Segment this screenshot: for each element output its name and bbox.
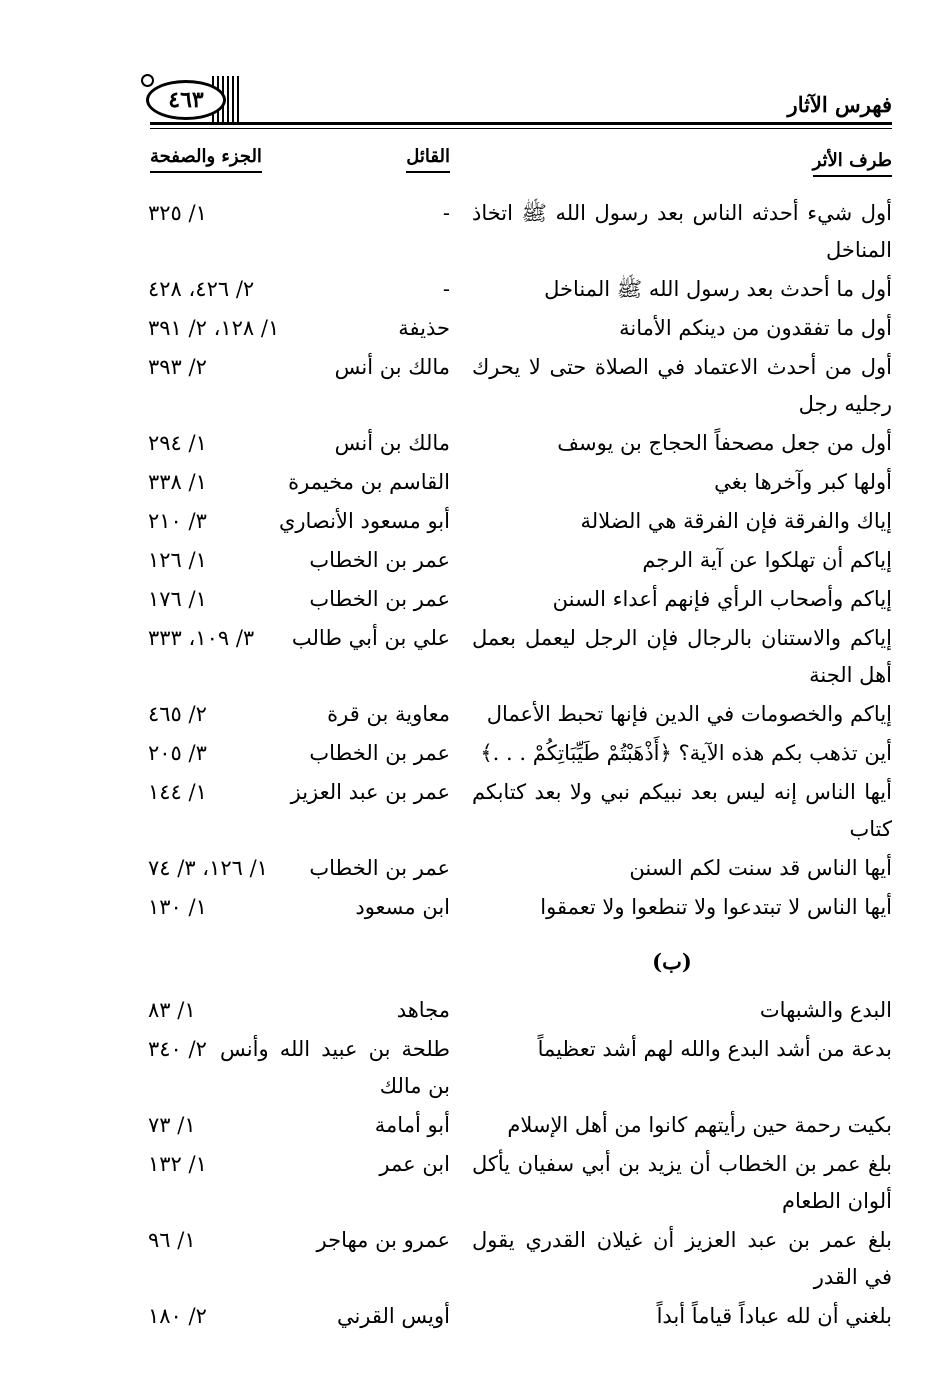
index-entry <box>0 1146 950 1222</box>
entry-sayer: مالك بن أنس <box>334 355 450 379</box>
entry-text: أيها الناس لا تبتدعوا ولا تنطعوا ولا تعمقوا <box>540 895 892 919</box>
entry-sayer: عمر بن الخطاب <box>309 741 450 765</box>
entry-sayer: حذيفة <box>398 316 450 340</box>
entry-reference: ١/ ٢٩٤ <box>148 431 207 455</box>
entry-sayer: أويس القرني <box>336 1304 450 1328</box>
index-entry <box>0 1298 950 1337</box>
entry-reference: ١/ ١٢٦، ٣/ ٧٤ <box>148 856 268 880</box>
header-rule <box>150 122 892 125</box>
index-entry <box>0 735 950 774</box>
index-entry <box>0 310 950 349</box>
entry-text: أين تذهب بكم هذه الآية؟ ﴿أَذْهَبْتُمْ طَيِّبَاتِكُمْ . . .﴾ <box>480 741 892 765</box>
entry-reference: ١/ ٧٣ <box>148 1113 196 1137</box>
entry-sayer: - <box>442 201 450 225</box>
entry-sayer: عمر بن الخطاب <box>309 548 450 572</box>
entry-sayer: مالك بن أنس <box>334 431 450 455</box>
entry-text: بلغ عمر بن عبد العزيز أن غيلان القدري يقول في القدر <box>472 1228 892 1289</box>
entry-sayer: عمر بن عبد العزيز <box>290 780 450 804</box>
entry-text: أول من أحدث الاعتماد في الصلاة حتى لا يحرك رجليه رجل <box>472 355 892 416</box>
page-number-badge <box>146 80 226 120</box>
entry-reference: ٣/ ٢١٠ <box>148 509 207 533</box>
running-header-title: فهرس الآثار <box>787 92 892 117</box>
entry-text: بدعة من أشد البدع والله لهم أشد تعظيماً <box>537 1037 892 1061</box>
header-rule-thin <box>150 128 892 129</box>
index-entry <box>0 696 950 735</box>
entry-sayer: - <box>442 277 450 301</box>
entry-text: أول ما تفقدون من دينكم الأمانة <box>619 316 892 340</box>
entry-reference: ١/ ٨٣ <box>148 998 196 1022</box>
entry-reference: ٢/ ٣٤٠ <box>148 1037 207 1061</box>
entry-reference: ٢/ ٣٩٣ <box>148 355 207 379</box>
entry-reference: ١/ ١٤٤ <box>148 780 207 804</box>
entry-sayer: مجاهد <box>396 998 450 1022</box>
header-ornament-dot <box>141 74 154 87</box>
index-entry <box>0 464 950 503</box>
entry-reference: ١/ ٣٣٨ <box>148 470 207 494</box>
index-entry <box>0 1031 950 1107</box>
column-heading-sayer: القائل <box>406 146 450 173</box>
index-entry <box>0 542 950 581</box>
index-entry <box>0 425 950 464</box>
entry-text: إياكم وأصحاب الرأي فإنهم أعداء السنن <box>552 587 892 611</box>
entry-reference: ١/ ٣٢٥ <box>148 201 207 225</box>
entry-text: أيها الناس قد سنت لكم السنن <box>629 856 892 880</box>
entry-text: بلغ عمر بن الخطاب أن يزيد بن أبي سفيان يأكل ألوان الطعام <box>472 1152 892 1213</box>
index-entry <box>0 349 950 425</box>
entry-sayer: القاسم بن مخيمرة <box>288 470 450 494</box>
entry-sayer: عمر بن الخطاب <box>309 587 450 611</box>
entry-sayer: علي بن أبي طالب <box>291 626 450 650</box>
entry-reference: ٣/ ١٠٩، ٣٣٣ <box>148 626 255 650</box>
section-heading-b: (ب) <box>652 949 692 974</box>
entry-reference: ١/ ١٢٦ <box>148 548 207 572</box>
entry-reference: ٣/ ٢٠٥ <box>148 741 207 765</box>
index-entry <box>0 992 950 1031</box>
page-number: ٤٦٣ <box>168 87 204 113</box>
index-entry <box>0 620 950 696</box>
entry-reference: ١/ ١٣٠ <box>148 895 207 919</box>
entry-sayer: عمر بن الخطاب <box>309 856 450 880</box>
entry-text: بلغني أن لله عباداً قياماً أبداً <box>656 1304 892 1328</box>
entry-text: أول شيء أحدثه الناس بعد رسول الله ﷺ اتخاذ المناخل <box>472 201 892 262</box>
index-entry <box>0 581 950 620</box>
index-entry <box>0 850 950 889</box>
index-entry <box>0 1222 950 1298</box>
entry-text: البدع والشبهات <box>759 998 892 1022</box>
entry-text: أول من جعل مصحفاً الحجاج بن يوسف <box>557 431 892 455</box>
index-entry <box>0 271 950 310</box>
entry-text: أيها الناس إنه ليس بعد نبيكم نبي ولا بعد كتابكم كتاب <box>472 780 892 841</box>
index-entry <box>0 889 950 928</box>
index-entry <box>0 195 950 271</box>
entry-reference: ١/ ١٧٦ <box>148 587 207 611</box>
entry-reference: ٢/ ٤٦٥ <box>148 702 207 726</box>
column-heading-reference: الجزء والصفحة <box>150 146 262 173</box>
column-heading-text: طرف الأثر <box>813 150 892 177</box>
entry-sayer: طلحة بن عبيد الله وأنس بن مالك <box>220 1037 450 1098</box>
entry-reference: ١/ ١٣٢ <box>148 1152 207 1176</box>
entry-text: إياك والفرقة فإن الفرقة هي الضلالة <box>580 509 892 533</box>
entry-text: أول ما أحدث بعد رسول الله ﷺ المناخل <box>544 277 892 301</box>
entry-sayer: أبو أمامة <box>374 1113 450 1137</box>
entry-sayer: أبو مسعود الأنصاري <box>278 509 450 533</box>
entry-reference: ١/ ٩٦ <box>148 1228 196 1252</box>
index-entry <box>0 1107 950 1146</box>
index-entry <box>0 774 950 850</box>
entry-text: إياكم أن تهلكوا عن آية الرجم <box>642 548 892 572</box>
entry-reference: ١/ ١٢٨، ٢/ ٣٩١ <box>148 316 280 340</box>
entry-sayer: معاوية بن قرة <box>327 702 450 726</box>
entry-sayer: ابن عمر <box>379 1152 450 1176</box>
entry-sayer: ابن مسعود <box>355 895 450 919</box>
entry-text: أولها كبر وآخرها بغي <box>714 470 892 494</box>
index-table <box>0 195 950 1337</box>
entry-text: بكيت رحمة حين رأيتهم كانوا من أهل الإسلام <box>507 1113 892 1137</box>
entry-sayer: عمرو بن مهاجر <box>316 1228 450 1252</box>
entry-reference: ٢/ ٤٢٦، ٤٢٨ <box>148 277 255 301</box>
entry-reference: ٢/ ١٨٠ <box>148 1304 207 1328</box>
entry-text: إياكم والاستنان بالرجال فإن الرجل ليعمل بعمل أهل الجنة <box>472 626 892 687</box>
index-entry <box>0 503 950 542</box>
entry-text: إياكم والخصومات في الدين فإنها تحبط الأعمال <box>486 702 892 726</box>
